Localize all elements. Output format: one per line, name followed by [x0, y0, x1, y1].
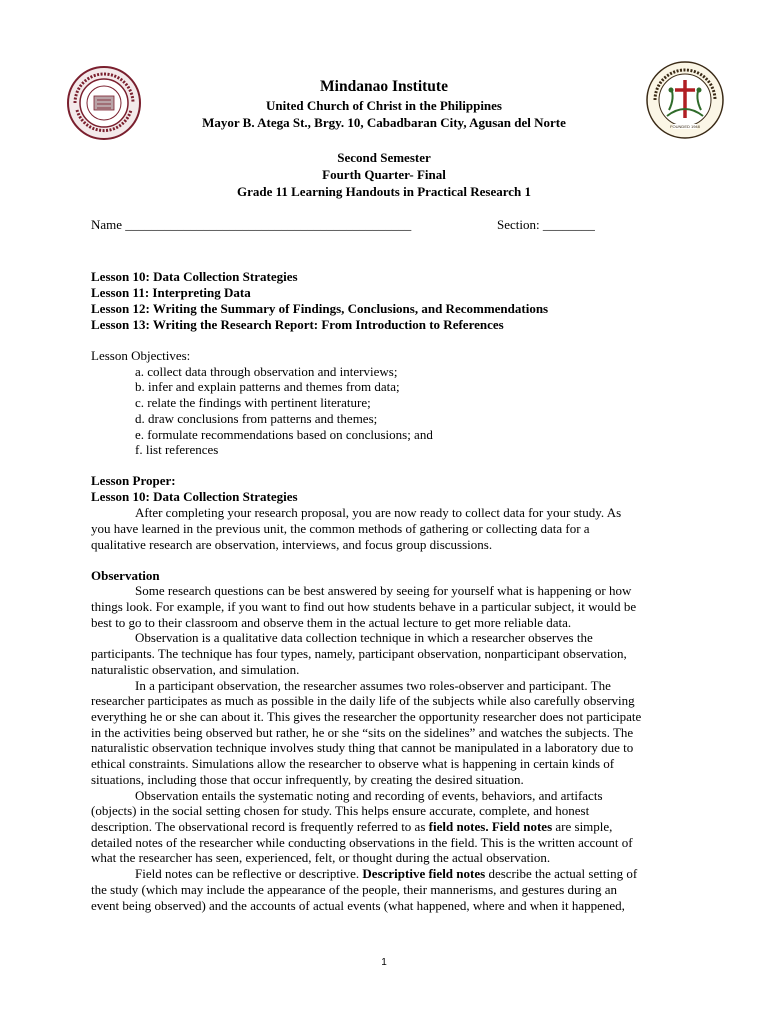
paragraph-line: best to go to their classroom and observe them in the actual lecture to get more reliable data.	[91, 615, 572, 630]
paragraph-line: (objects) in the social setting chosen for study. This helps ensure accurate, complete, and honest	[91, 803, 590, 818]
address: Mayor B. Atega St., Brgy. 10, Cabadbaran City, Agusan del Norte	[202, 115, 566, 130]
observation-heading: Observation	[91, 568, 160, 583]
lesson-item: Lesson 12: Writing the Summary of Findings, Conclusions, and Recommendations	[91, 301, 549, 316]
lesson-item: Lesson 10: Data Collection Strategies	[91, 269, 298, 284]
paragraph-line: in the activities being observed but rather, he or she “sits on the sidelines” and watches the subjects. The	[91, 725, 634, 740]
paragraph-line: what the researcher has seen, experienced, felt, or thought during the actual observation.	[91, 850, 551, 865]
objective-item: d. draw conclusions from patterns and themes;	[135, 411, 378, 426]
paragraph-line: situations, including those that occur infrequently, by creating the desired situation.	[91, 772, 524, 787]
objective-item: f. list references	[135, 442, 219, 457]
paragraph-line	[135, 866, 637, 882]
affiliation: United Church of Christ in the Philippines	[266, 98, 502, 113]
seal-founded-text: FOUNDED 1948	[670, 124, 700, 129]
objective-item: b. infer and explain patterns and themes from data;	[135, 379, 400, 394]
objectives-heading: Lesson Objectives:	[91, 348, 191, 363]
paragraph-line: qualitative research are observation, interviews, and focus group discussions.	[91, 537, 493, 552]
lesson-item: Lesson 13: Writing the Research Report: From Introduction to References	[91, 317, 504, 332]
paragraph-line	[91, 819, 612, 835]
paragraph-line: event being observed) and the accounts of actual events (what happened, where and when it happened,	[91, 898, 625, 913]
paragraph-line: After completing your research proposal, you are now ready to collect data for your study. As	[135, 505, 622, 520]
institution-name: Mindanao Institute	[320, 78, 448, 95]
paragraph-line: everything he or she can about it. This gives the researcher the opportunity researcher does not participate	[91, 709, 642, 724]
quarter: Fourth Quarter- Final	[322, 167, 446, 182]
text-run: Field notes can be reflective or descriptive.	[135, 866, 363, 881]
section-field[interactable]: Section: ________	[497, 217, 595, 232]
semester: Second Semester	[337, 150, 431, 165]
paragraph-line: ethical constraints. Simulations allow the researcher to observe what is happening in certain kinds of	[91, 756, 615, 771]
lesson-item: Lesson 11: Interpreting Data	[91, 285, 251, 300]
paragraph-line: naturalistic observation, and simulation.	[91, 662, 300, 677]
objective-item: a. collect data through observation and interviews;	[135, 364, 398, 379]
text-run: description. The observational record is frequently referred to as	[91, 819, 429, 834]
paragraph-line: participants. The technique has four types, namely, participant observation, nonparticipant observation,	[91, 646, 627, 661]
paragraph-line: In a participant observation, the researcher assumes two roles-observer and participant. The	[135, 678, 611, 693]
handout-title: Grade 11 Learning Handouts in Practical Research 1	[236, 184, 532, 199]
paragraph-line: you have learned in the previous unit, the common methods of gathering or collecting data for a	[91, 521, 590, 536]
paragraph-line: Some research questions can be best answered by seeing for yourself what is happening or how	[135, 583, 632, 598]
paragraph-line: Observation entails the systematic noting and recording of events, behaviors, and artifacts	[135, 788, 603, 803]
objective-item: e. formulate recommendations based on conclusions; and	[135, 427, 433, 442]
lesson-10-heading: Lesson 10: Data Collection Strategies	[91, 489, 298, 504]
lesson-proper-heading: Lesson Proper:	[91, 473, 176, 488]
paragraph-line: naturalistic observation technique involves study thing that cannot be manipulated in a laboratory due to	[91, 740, 634, 755]
page-number: 1	[381, 957, 387, 968]
text-run: describe the actual setting of	[485, 866, 638, 881]
objective-item: c. relate the findings with pertinent literature;	[135, 395, 371, 410]
paragraph-line: researcher participates as much as possible in the daily life of the subjects while also carefully observing	[91, 693, 635, 708]
field-notes-term: field notes. Field notes	[428, 819, 553, 834]
descriptive-field-notes-term: Descriptive field notes	[362, 866, 486, 881]
paragraph-line: detailed notes of the researcher while conducting observations in the field. This is the written account of	[91, 835, 633, 850]
paragraph-line: things look. For example, if you want to find out how students behave in a particular subject, it would be	[91, 599, 637, 614]
paragraph-line: the study (which may include the appearance of the people, their mannerisms, and gestures during an	[91, 882, 617, 897]
name-field[interactable]: Name ____________________________________________	[91, 217, 412, 232]
text-run: are simple,	[552, 819, 613, 834]
paragraph-line: Observation is a qualitative data collection technique in which a researcher observes the	[135, 630, 593, 645]
